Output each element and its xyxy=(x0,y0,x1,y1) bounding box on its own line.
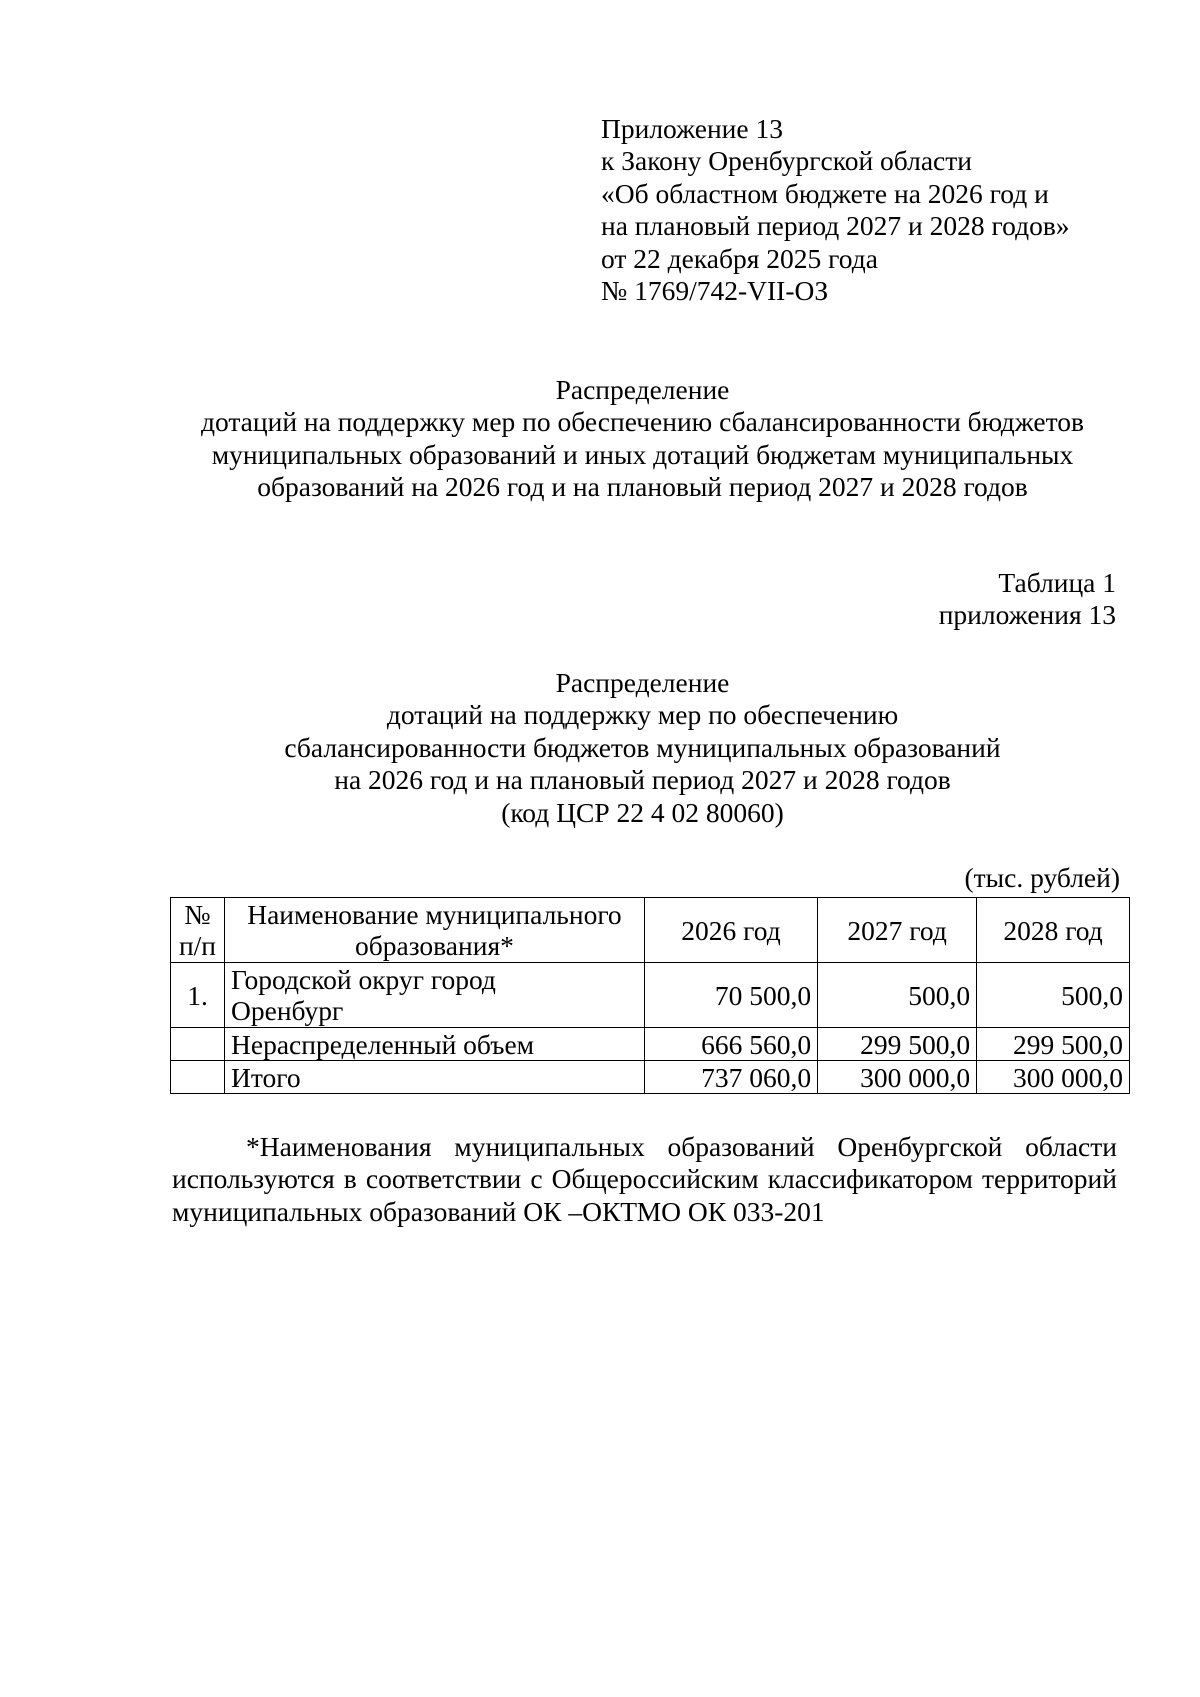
cell-name-line: Городской округ город xyxy=(231,964,496,995)
main-title-line: Распределение xyxy=(555,374,730,405)
appendix-note-line: на плановый период 2027 и 2028 годов» xyxy=(601,210,1070,242)
table-title-line: Распределение xyxy=(555,667,730,698)
table-reference-line: приложения 13 xyxy=(938,599,1116,631)
cell-name xyxy=(225,963,645,1028)
main-title-line: образований на 2026 год и на плановый период 2027 и 2028 годов xyxy=(257,471,1028,503)
table-row xyxy=(171,1028,1130,1061)
header-2026: 2026 год xyxy=(644,898,817,963)
header-name-line: образования* xyxy=(355,930,514,961)
main-title-line: муниципальных образований и иных дотаций бюджетам муниципальных xyxy=(211,438,1074,470)
cell-2028: 500,0 xyxy=(977,963,1130,1028)
table-title-line: на 2026 год и на плановый период 2027 и 2028 годов xyxy=(334,764,951,796)
header-num-line: п/п xyxy=(178,930,217,961)
cell-2026: 737 060,0 xyxy=(644,1061,817,1094)
header-num-line: № xyxy=(184,899,211,930)
header-name xyxy=(225,898,645,963)
table-row xyxy=(171,963,1130,1028)
main-title xyxy=(130,374,1155,504)
table-reference xyxy=(939,567,1116,632)
header-2028: 2028 год xyxy=(977,898,1130,963)
cell-2028: 299 500,0 xyxy=(977,1028,1130,1061)
footnote: *Наименования муниципальных образований Оренбургской области используются в соответствии с Общероссийским классификатором территорий муниципальных образований ОК –ОКТМО ОК 033-201 xyxy=(172,1131,1117,1227)
cell-name: Итого xyxy=(225,1061,645,1094)
header-num xyxy=(171,898,225,963)
header-2027: 2027 год xyxy=(818,898,977,963)
appendix-note xyxy=(601,113,1070,307)
cell-2027: 299 500,0 xyxy=(818,1028,977,1061)
cell-2028: 300 000,0 xyxy=(977,1061,1130,1094)
cell-num xyxy=(171,1061,225,1094)
appendix-note-line: Приложение 13 xyxy=(601,113,783,144)
units-label: (тыс. рублей) xyxy=(964,862,1120,893)
cell-name: Нераспределенный объем xyxy=(225,1028,645,1061)
cell-2027: 500,0 xyxy=(818,963,977,1028)
cell-name-line: Оренбург xyxy=(231,995,344,1026)
header-name-line: Наименование муниципального xyxy=(247,899,622,930)
appendix-note-line: к Закону Оренбургской области xyxy=(601,145,972,177)
table-reference-line: Таблица 1 xyxy=(998,567,1116,598)
cell-2027: 300 000,0 xyxy=(818,1061,977,1094)
appendix-note-line: № 1769/742-VII-ОЗ xyxy=(601,275,829,307)
table-header-row xyxy=(171,898,1130,963)
cell-2026: 70 500,0 xyxy=(644,963,817,1028)
table-title xyxy=(130,667,1155,829)
table-total-row xyxy=(171,1061,1130,1094)
cell-num: 1. xyxy=(171,963,225,1028)
cell-2026: 666 560,0 xyxy=(644,1028,817,1061)
main-title-line: дотаций на поддержку мер по обеспечению сбалансированности бюджетов xyxy=(200,406,1085,438)
table-title-line: сбалансированности бюджетов муниципальных образований xyxy=(284,731,1001,763)
budget-table xyxy=(170,897,1130,1094)
cell-num xyxy=(171,1028,225,1061)
appendix-note-line: от 22 декабря 2025 года xyxy=(601,242,878,274)
appendix-note-line: «Об областном бюджете на 2026 год и xyxy=(601,177,1049,209)
table-title-line: (код ЦСР 22 4 02 80060) xyxy=(501,796,784,828)
table-title-line: дотаций на поддержку мер по обеспечению xyxy=(386,699,899,731)
